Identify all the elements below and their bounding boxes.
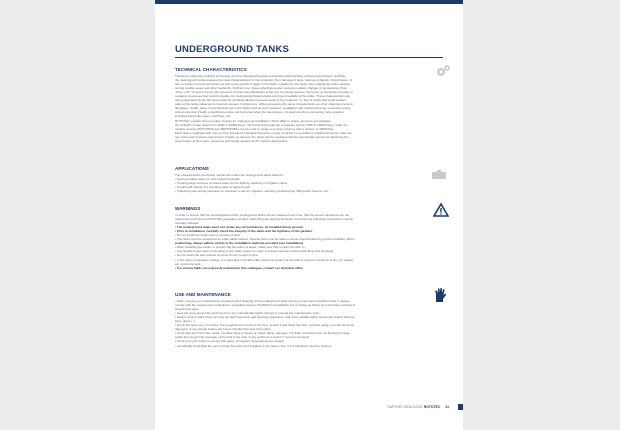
footer-brand: ROTOTEC	[423, 405, 441, 409]
title-divider	[175, 57, 443, 58]
paragraph-line: ROTOTEC supplies three models of tanks for underground installation, which differ in shape, structure and capacity:	[175, 118, 332, 123]
list-item: solids that prevent the passage of the fluid in the tank. If any sediment is found, it must be removed;	[175, 335, 310, 340]
list-item: • Collecting and storing rainwater for eventual re-use for irrigation, washing (vehicles/ings, filling toilet cisterns, etc...	[175, 188, 331, 193]
page-number: 41	[445, 405, 449, 409]
page-footer	[387, 405, 449, 409]
paragraph-line: fibreglass, metal), tanks in polyethylene are much lighter and as such transport, installation and maintenance are extremely simple	[175, 106, 351, 111]
section-heading: TECHNICAL CHARACTERISTICS	[175, 67, 247, 72]
list-item: • always work in pairs when carrying out tank inspection and cleaning operations, and wear suitable safety equipment (safety harness,	[175, 314, 356, 319]
list-item: • Prior to installation, carefully check the integrity of the tanks and the tightness of the gaskets.	[175, 228, 313, 233]
list-item: • check that any PVC inlet, outlet, overflow pipes or hoses or plastic fitting, drainage, full drain connectors are not blocked by large	[175, 331, 351, 336]
header-bar	[155, 0, 463, 4]
list-item: etc. inside the tank;	[175, 261, 202, 266]
paragraph-line: oxidation processes that would prejudice the mechanical characteristics and impermeability of the tanks. These characteristics are	[175, 93, 351, 98]
footer-catalogue: RAPTOR CATALOGUE	[387, 405, 423, 409]
section-warnings	[175, 206, 443, 270]
paragraph-line: the Cylindric model (sizes from 1000 to 30000 litres), the Horizontal model (for a capacity of from 2000 to 10000 litres), while the	[175, 122, 348, 127]
paragraph-line: deteriorate and that the ROTOTEC guarantee remains valid (15 years against fall depth corrosion) the following instructions must be	[175, 216, 354, 221]
list-item: closed work sites.	[175, 306, 200, 311]
paragraph-line: fact, is totally non-toxic and does not favour the growth of algae in the fluids contained in the tanks, thus making the tanks ideal for	[175, 81, 351, 86]
paragraph-line: also guaranteed by the fact that rotational moulding allows one-piece tanks to be produced, i.e. free of welds that could weaken	[175, 98, 347, 103]
list-item: comply with the requirements indicated in Legislative Decree 81/2008 (Consolidation Act on Safety at Work) for technicians working in	[175, 302, 356, 307]
page-title: UNDERGROUND TANKS	[175, 44, 290, 55]
list-item: • Use flexible hoses when connecting to the water system in order to prevent stresses during tank filling and emptying;	[175, 249, 335, 254]
list-item: • periodically check that the vent serving the pump and installed on the tank is free, if it is blocked it must be cleared.	[175, 343, 332, 348]
section-heading: APPLICATIONS	[175, 166, 209, 171]
catalogue-page	[155, 0, 463, 430]
paragraph-line: The characteristics previously mentioned render the underground tanks ideal for:	[175, 172, 284, 177]
list-item: • In the case of rainwater storage, it is advisable to install a filter (Gamma system) at the tank to prevent a build up of dirt, pH, leaves,	[175, 257, 354, 262]
section-heading: USE AND MAINTENANCE	[175, 292, 231, 297]
paragraph-line: including inlet/outlet pipes, overflows, etc.	[175, 114, 232, 119]
paragraph-line: In order to ensure that the characteristics of the underground tanks remain unaltered over time, that the stored substances do not	[175, 212, 349, 217]
footer-tab	[458, 404, 463, 410]
paragraph-line: stored water at flow rates, pressures and heads needed for the various applications.	[175, 139, 289, 143]
list-item: • The underground tanks must not, under any circumstances, be installed above ground.	[175, 224, 304, 229]
list-item: • Do not install the tanks near to sources of heat.	[175, 232, 241, 237]
list-item: • Storing potable water on other liquid foodstuffs	[175, 176, 240, 181]
list-item: positioning, always adhere strictly to the installation methods provided (see installation)	[175, 241, 303, 246]
paragraph-line: parts of the tanks subjected to internal stresses. Furthermore, while possessing the same characteristics as other materials (cement,	[175, 102, 354, 107]
paragraph-line: multiple version (HKH7/HKR and NEPTUN/BA) can be used to create very large volumes with a mixture of 40000 litre.	[175, 126, 335, 131]
paragraph-line: carefully followed:	[175, 220, 200, 225]
list-item: • Do not leave the tank without its cover for any length of time.	[175, 253, 259, 258]
list-item: • The tanks must be positioned on a flat stable surface. Special care must be taken in areas characterised by ground instability. When	[175, 237, 355, 242]
paragraph-line: Thanks to rotational moulding technology and the chemical-physical-mechanical characteristics of linear polyethylene (LLDPE),	[175, 73, 347, 78]
list-item: • When carrying out maintenance operations and cleaning of the underground tank and any components installed inside it, always	[175, 298, 350, 303]
list-item: detergent. If any foreign bodies are found, disinfect the tank thoroughly;	[175, 327, 272, 332]
paragraph-line: Each tank is equipped with one or more threaded or flanged inspection covers on which it is possible to install extensions; when the	[175, 130, 352, 135]
list-item: • check every 6 months to ensure that pipes, connectors and gaskets are sealed;	[175, 339, 284, 344]
paragraph-line: -20 to + 60 °C) and is inert in the presence of chemical substances in the soil. For these reasons, there are no chemical corrosion or	[175, 89, 353, 94]
section-technical	[175, 67, 443, 143]
paragraph-line: the underground tanks possess the ideal characteristics for the protection from damage of large volumes of liquids. Polyethylene, in	[175, 77, 352, 82]
list-item: • keep the area around the tank free from any material that might obstruct or impede the maintenance work;	[175, 310, 320, 315]
list-item: • For storing fluids not expressly indicated in this catalogue, contact our technical office	[175, 265, 303, 270]
paragraph-line: and economical. Finally, polyethylene tanks can be buried when the need arises, for example when connecting more together,	[175, 110, 345, 115]
list-item: lines, gloves...)	[175, 318, 196, 323]
section-maintenance	[175, 292, 443, 348]
list-item: • When installing the tanks, to prevent the formation of algae, make sure that no light can filter in;	[175, 245, 306, 250]
list-item: • Creating lift stations for pumping water to higher levels	[175, 184, 251, 189]
list-item: • Creating large volumes of stored water for fire fighting, washing or irrigation plants	[175, 180, 288, 185]
section-applications	[175, 166, 443, 193]
paragraph-line: storing potable water and other foodstuffs. Furthermore, these polyethylene also supports sudden changes in temperature (from	[175, 85, 348, 90]
list-item: • check the tank every 6 months. If any sediment is found on the floor, extract it and clean the tank, carefully using a normal domestic	[175, 323, 354, 328]
paragraph-line: top of the tank is below ground level. Finally, on request, the tanks can be equipped with the appropriate pumps for delivering the	[175, 134, 349, 139]
section-heading: WARNINGS	[175, 206, 201, 211]
